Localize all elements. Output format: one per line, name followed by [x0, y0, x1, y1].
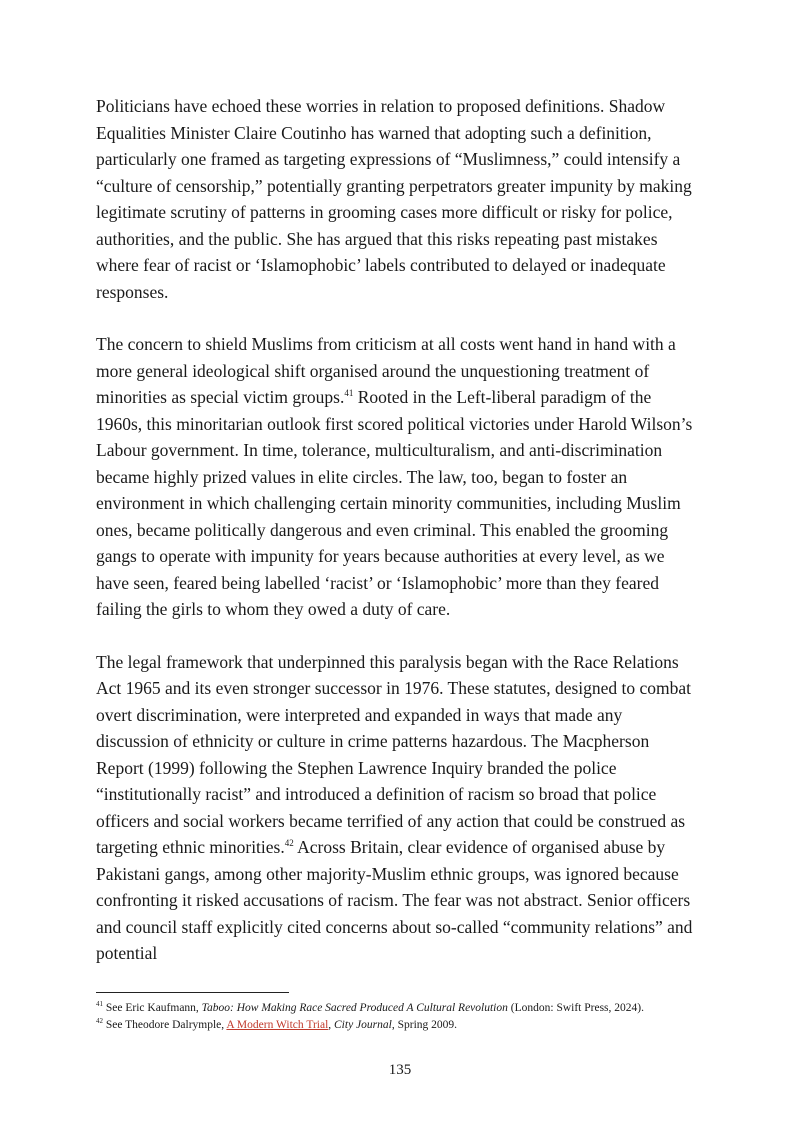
article-link[interactable]: A Modern Witch Trial — [226, 1019, 329, 1031]
footnote-42 — [96, 1017, 736, 1034]
footnote-book-title: Taboo: How Making Race Sacred Produced A Cultural Revolution — [201, 1002, 508, 1014]
footnote-number: 41 — [96, 1000, 103, 1009]
footnote-number: 42 — [96, 1017, 103, 1026]
page-number: 135 — [388, 1062, 412, 1078]
body-text — [96, 93, 696, 993]
paragraph-1-text: Politicians have echoed these worries in relation to proposed definitions. Shadow Equalities Minister Claire Coutinho has warned that adopting such a definition, particularly one framed as targeting expressions of “Muslimness,” could intensify a “culture of censorship,” potentially granting perpetrators greater impunity by making legitimate scrutiny of patterns in grooming cases more difficult or risky for police, authorities, and the public. She has argued that this risks repeating past mistakes where fear of racist or ‘Islamophobic’ labels contributed to delayed or inadequate responses. — [96, 96, 692, 302]
footnote-ref-42: 42 — [284, 838, 294, 849]
paragraph-3 — [96, 649, 696, 967]
paragraph-1 — [96, 93, 696, 305]
paragraph-2-text-a: The concern to shield Muslims from criticism at all costs went hand in hand with a more general ideological shift organised around the unquestioning treatment of minorities as special victim groups. — [96, 334, 676, 407]
footnote-journal: City Journal — [334, 1019, 392, 1031]
footnote-text: , Spring 2009. — [391, 1019, 458, 1031]
paragraph-3-text-a: The legal framework that underpinned this paralysis began with the Race Relations Act 1965 and its even stronger successor in 1976. These statutes, designed to combat overt discrimination, were interpreted and expanded in ways that made any discussion of ethnicity or culture in crime patterns hazardous. The Macpherson Report (1999) following the Stephen Lawrence Inquiry branded the police “institutionally racist” and introduced a definition of racism so broad that police officers and social workers became terrified of any action that could be construed as targeting ethnic minorities. — [96, 651, 692, 857]
footnote-text: See Eric Kaufmann, — [103, 1002, 202, 1014]
footnote-text: See Theodore Dalrymple, — [103, 1019, 227, 1031]
footnote-text: (London: Swift Press, 2024). — [507, 1002, 644, 1014]
footnote-text: , — [328, 1019, 335, 1031]
footnote-ref-41: 41 — [344, 388, 354, 399]
paragraph-3-text-b: Across Britain, clear evidence of organised abuse by Pakistani gangs, among other majority-Muslim ethnic groups, was ignored because confronting it risked accusations of racism. The fear was not abstract. Senior officers and council staff explicitly cited concerns about so-called “community relations” and potential — [96, 837, 693, 963]
paragraph-2-text-b: Rooted in the Left-liberal paradigm of the 1960s, this minoritarian outlook first scored political victories under Harold Wilson’s Labour government. In time, tolerance, multiculturalism, and anti-discrimination became highly prized values in elite circles. The law, too, began to foster an environment in which challenging certain minority communities, including Muslim ones, became politically dangerous and even criminal. This enabled the grooming gangs to operate with impunity for years because authorities at every level, as we have seen, feared being labelled ‘racist’ or ‘Islamophobic’ more than they feared failing the girls to whom they owed a duty of care. — [96, 387, 693, 619]
footnote-divider — [96, 992, 289, 993]
footnotes — [96, 1000, 736, 1034]
paragraph-2 — [96, 331, 696, 623]
footnote-41 — [96, 1000, 736, 1017]
